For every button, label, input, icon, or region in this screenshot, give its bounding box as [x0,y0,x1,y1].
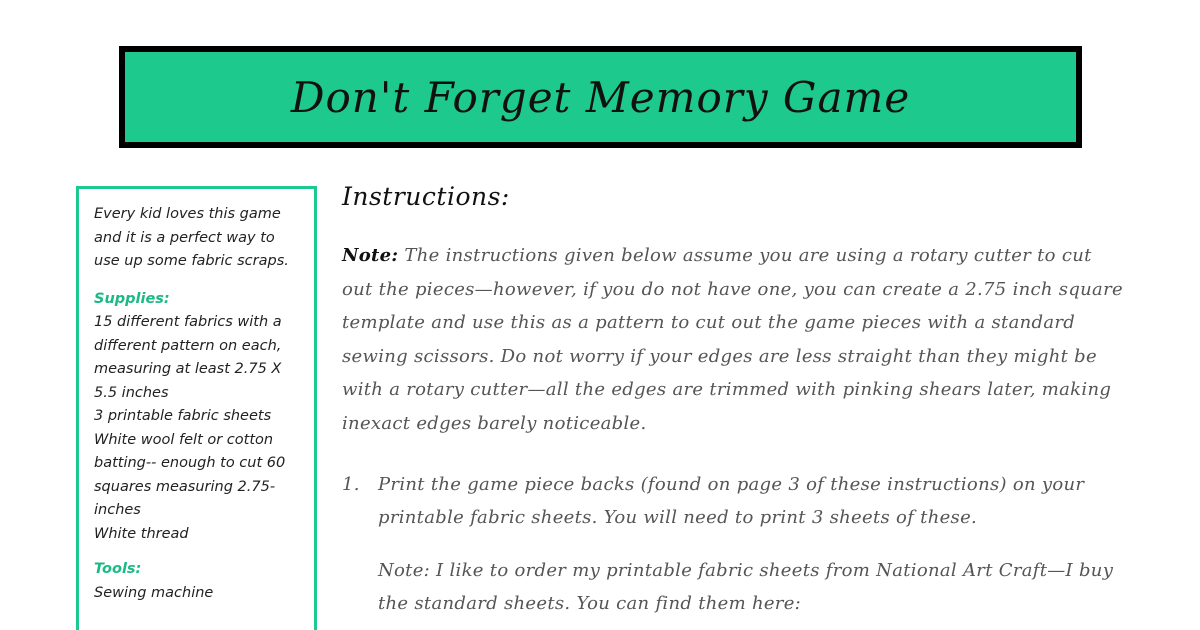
supply-item: 15 different fabrics with a different pattern on each, measuring at least 2.75 X 5.5 inches [94,314,282,401]
main-content [342,182,1132,620]
note-label: Note: [342,245,399,266]
supply-item: White thread [94,525,189,542]
supplies-heading: Supplies: [94,290,170,307]
tools-heading: Tools: [94,561,142,577]
instruction-steps [342,468,1132,534]
sidebar-intro: Every kid loves this game and it is a perfect way to use up some fabric scraps. [94,206,289,269]
page-title: Don't Forget Memory Game [290,72,911,122]
sidebar-box [76,186,317,630]
supply-item: 3 printable fabric sheets [94,408,272,424]
title-banner-inner [122,49,1079,145]
title-banner [119,46,1082,148]
instruction-step [342,468,1118,534]
step-sub-note: Note: I like to order my printable fabric sheets from National Art Craft—I buy the standard sheets. You can find them here: [378,560,1114,614]
tool-item: Sewing machine [94,584,214,601]
supply-item: White wool felt or cotton batting-- enough to cut 60 squares measuring 2.75-inches [94,431,286,518]
note-paragraph [342,239,1127,440]
step-text: Print the game piece backs (found on page 3 of these instructions) on your printable fabric sheets. You will need to print 3 sheets of these. [378,474,1085,528]
note-text: The instructions given below assume you are using a rotary cutter to cut out the pieces—however, if you do not have one, you can create a 2.75 inch square template and use this as a pattern to cut out the game pieces with a standard sewing scissors. Do not worry if your edges are less straight than they might be with a rotary cutter—all the edges are trimmed with pinking shears later, making inexact edges barely noticeable. [342,245,1123,434]
step-number: 1. [342,474,360,495]
instructions-heading: Instructions: [342,182,510,211]
